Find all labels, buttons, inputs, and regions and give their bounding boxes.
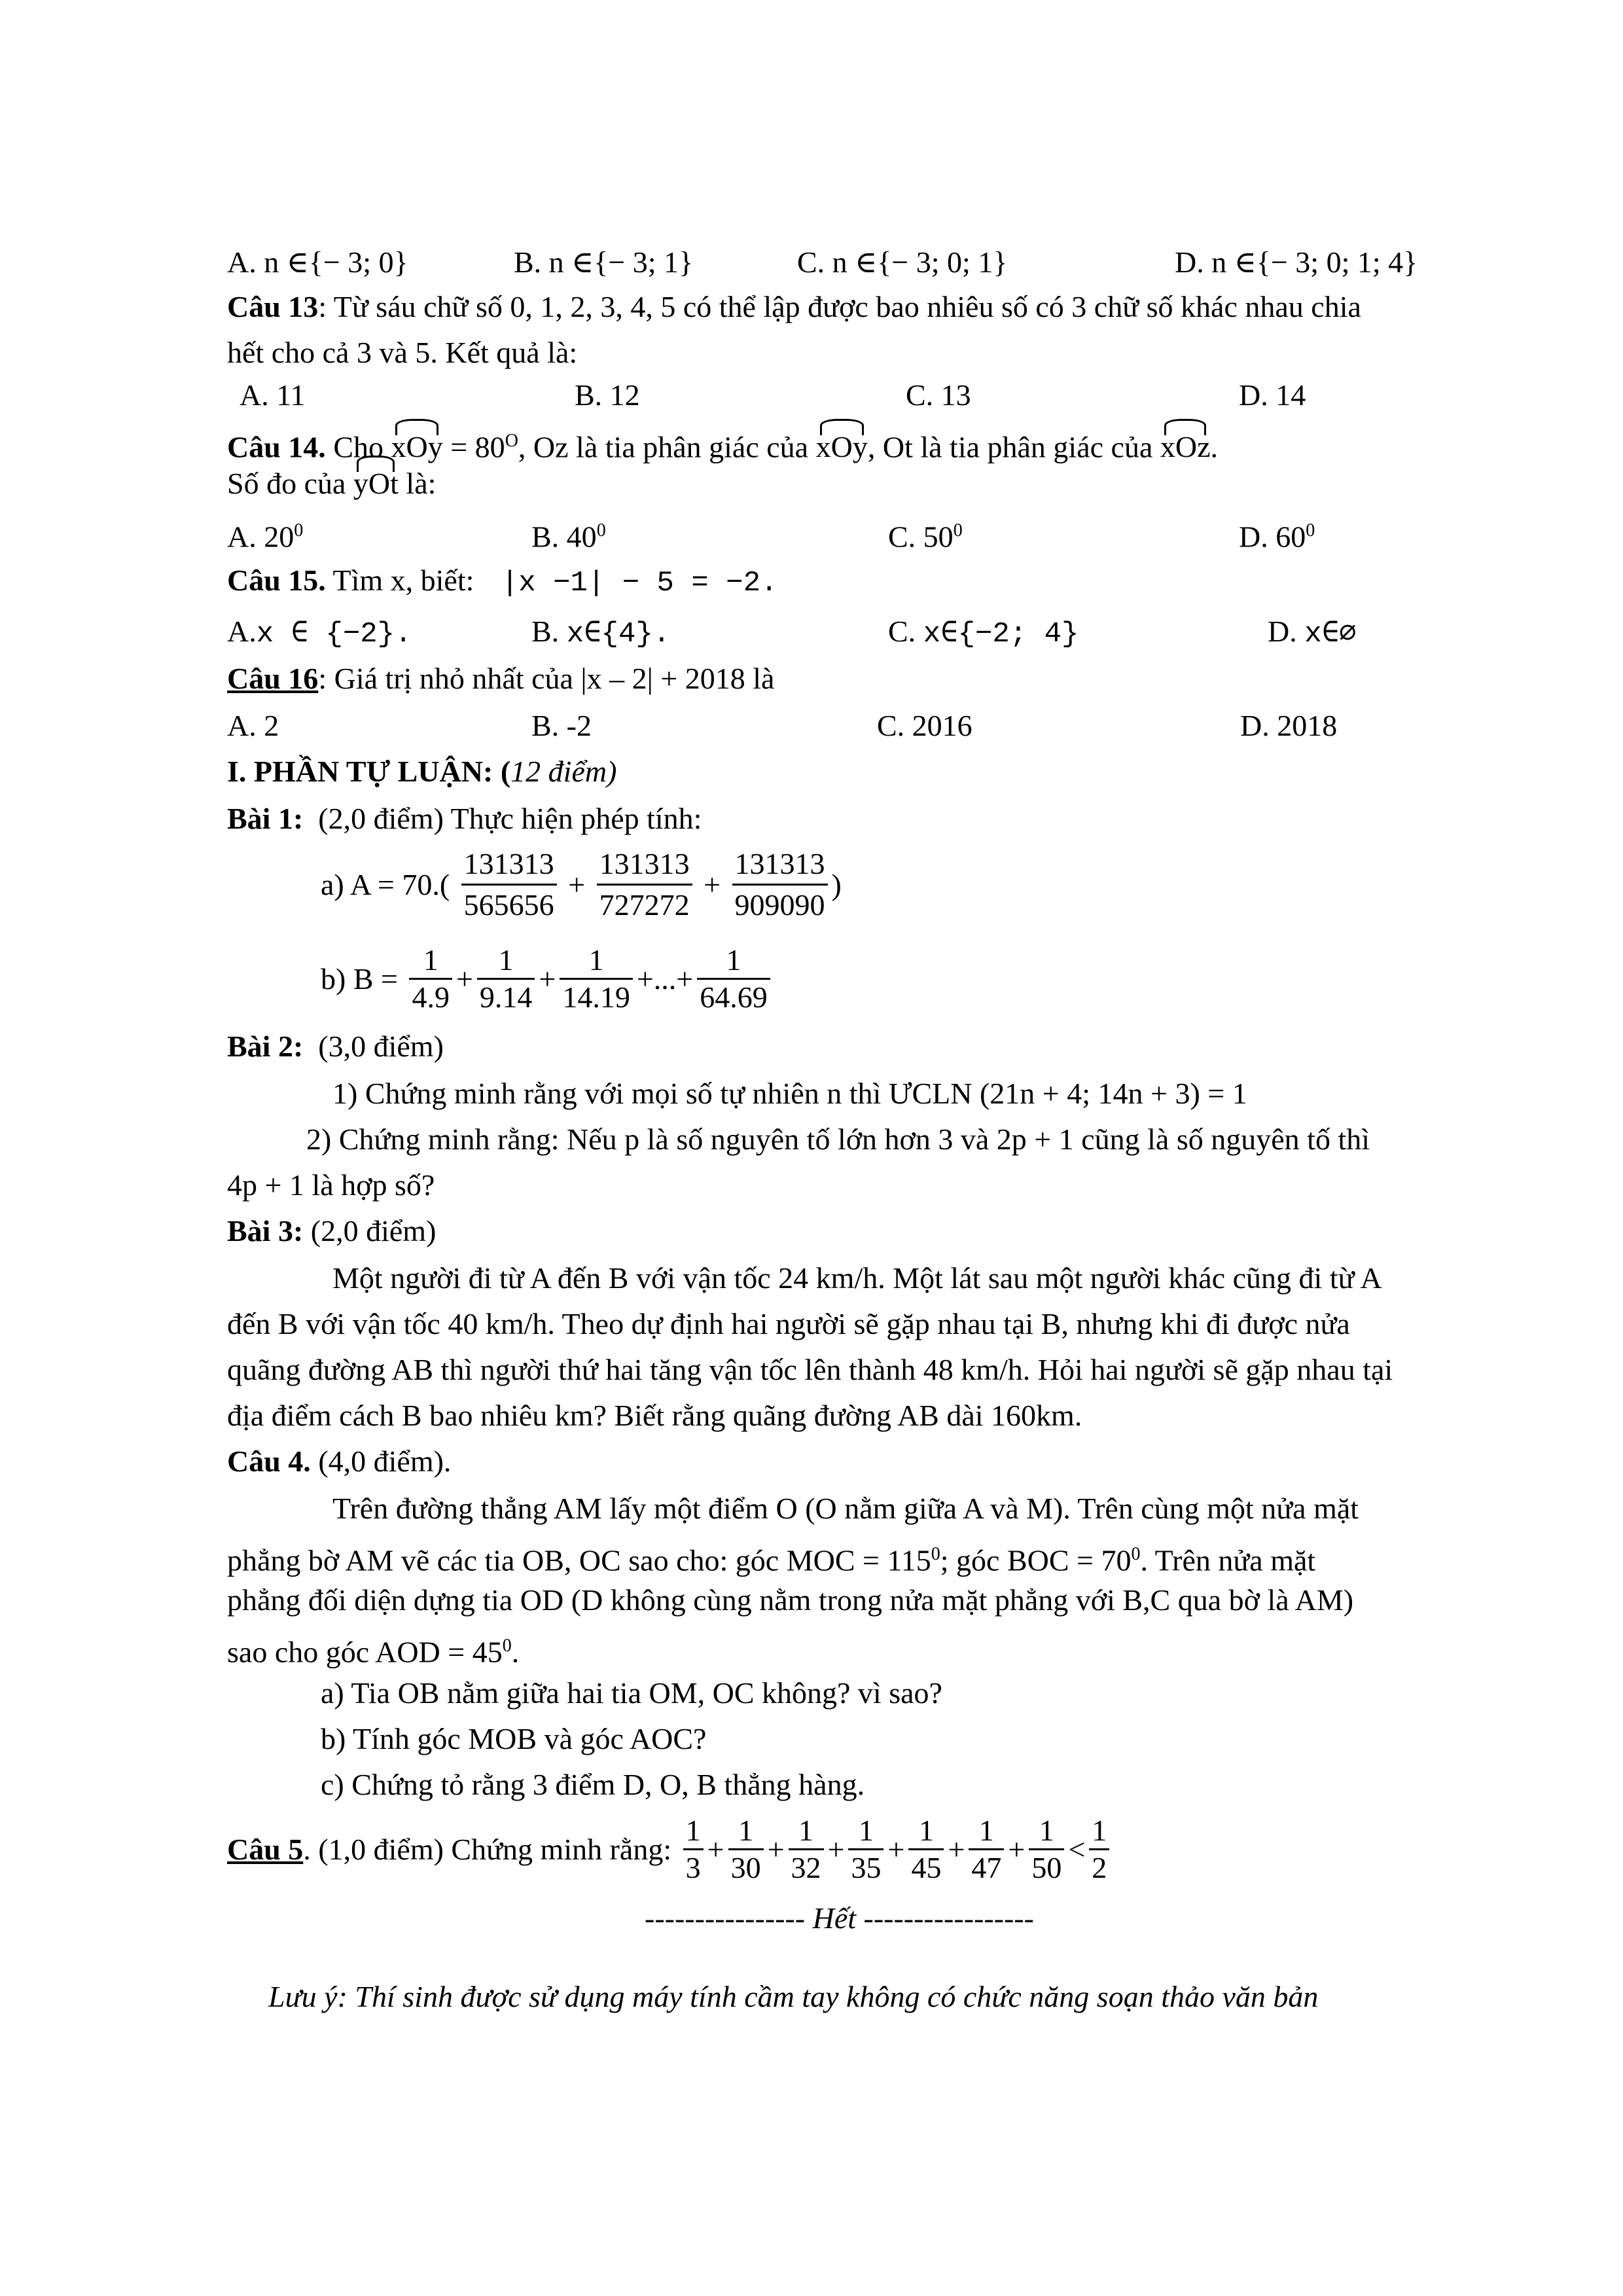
bai1-b-plus-2: +	[539, 962, 556, 996]
cau5-frac-7	[1029, 1813, 1064, 1886]
q14-option-b-deg: 0	[596, 520, 606, 541]
footer-note: Lưu ý: Thí sinh được sử dụng máy tính cầm tay không có chức năng soạn thảo văn bản	[268, 1980, 1319, 2013]
cau5-frac-3-num: 1	[789, 1813, 824, 1850]
q14-option-d-text: D. 60	[1239, 520, 1306, 554]
q15-option-d-value: x∈∅	[1304, 618, 1357, 651]
q14-line-2	[227, 465, 436, 503]
cau4-deg-3: 0	[502, 1636, 512, 1656]
q14-option-b-text: B. 40	[531, 520, 597, 554]
q15-option-a-value: x ∈ {−2}.	[256, 618, 412, 651]
bai2-heading	[227, 1028, 444, 1066]
q15-label: Câu 15.	[227, 564, 326, 597]
q15-option-b-value: x∈{4}.	[566, 618, 671, 651]
q14-option-c	[888, 512, 963, 556]
q14-angle-yot: yOt	[353, 465, 399, 503]
bai2-line-3: 4p + 1 là hợp số?	[227, 1168, 435, 1202]
cau4-deg-1: 0	[931, 1544, 940, 1564]
bai1-b-frac-3	[560, 942, 633, 1015]
cau5-plus-4: +	[887, 1833, 905, 1866]
part-2-points: 12 điểm)	[510, 755, 617, 788]
bai1-b-frac-3-num: 1	[560, 942, 633, 980]
cau5-label: Câu 5	[227, 1833, 304, 1866]
cau5-frac-7-den: 50	[1031, 1851, 1062, 1884]
q12-option-c: C. n ∈{− 3; 0; 1}	[797, 245, 1008, 279]
q12-option-d: D. n ∈{− 3; 0; 1; 4}	[1175, 245, 1418, 279]
cau4-text: (4,0 điểm).	[318, 1444, 452, 1478]
q13-label: Câu 13	[227, 290, 319, 323]
part-2-open-paren: (	[500, 755, 511, 788]
cau5-frac-7-num: 1	[1029, 1813, 1064, 1850]
q14-degree-sup: O	[505, 431, 518, 451]
bai3-text: (2,0 điểm)	[310, 1214, 437, 1247]
q14-line2-b: là:	[406, 467, 437, 500]
cau5-frac-1	[683, 1813, 704, 1886]
q14-option-c-deg: 0	[953, 520, 963, 541]
q14-option-a	[227, 512, 303, 556]
q13-option-c: C. 13	[906, 378, 971, 412]
q15-option-a	[227, 613, 412, 653]
cau4-heading	[227, 1443, 451, 1480]
q16-text: : Giá trị nhỏ nhất của |x – 2| + 2018 là	[318, 662, 775, 695]
cau5-frac-1-num: 1	[683, 1813, 704, 1850]
cau4-line4-a: sao cho góc AOD = 45	[227, 1635, 503, 1669]
q14-option-a-deg: 0	[294, 520, 304, 541]
cau4-deg-2: 0	[1131, 1544, 1141, 1564]
q15-option-b-label: B.	[531, 615, 560, 648]
q14-angle-xoz: xOz	[1160, 428, 1211, 466]
cau5-frac-6-den: 47	[971, 1851, 1002, 1884]
bai3-line-1: Một người đi từ A đến B với vận tốc 24 km/h. Một lát sau một người khác cũng đi từ A	[332, 1261, 1382, 1295]
cau5-frac-2-num: 1	[728, 1813, 764, 1850]
bai1-b-dots: +...+	[636, 962, 694, 996]
cau4-line2-c: . Trên nửa mặt	[1140, 1543, 1316, 1577]
q15-option-c-label: C.	[888, 615, 916, 648]
cau4-line-3: phẳng đối diện dựng tia OD (D không cùng nằm trong nửa mặt phẳng với B,C qua bờ là AM)	[227, 1583, 1354, 1617]
q14-option-d-deg: 0	[1306, 520, 1315, 541]
cau5-frac-4	[848, 1813, 883, 1886]
cau5-frac-3	[789, 1813, 824, 1886]
cau5-frac-2	[728, 1813, 764, 1886]
q16-option-b: B. -2	[531, 709, 592, 742]
bai1-a-frac-2-num: 131313	[597, 844, 692, 886]
cau5-less-than: <	[1068, 1833, 1086, 1866]
cau4-label: Câu 4.	[227, 1444, 311, 1478]
bai3-line-3: quãng đường AB thì người thứ hai tăng vận tốc lên thành 48 km/h. Hỏi hai người sẽ gặp nhau tại	[227, 1353, 1393, 1386]
cau5-text: . (1,0 điểm) Chứng minh rằng:	[303, 1833, 672, 1866]
q14-text-4: , Ot là tia phân giác của	[867, 430, 1153, 464]
bai1-b-frac-1-num: 1	[409, 942, 452, 980]
cau5-line	[227, 1813, 1113, 1886]
bai3-line-2: đến B với vận tốc 40 km/h. Theo dự định hai người sẽ gặp nhau tại B, nhưng khi đi được nửa	[227, 1307, 1350, 1340]
q15-expression: |x −1| − 5 = −2.	[501, 567, 778, 600]
cau5-plus-2: +	[767, 1833, 785, 1866]
cau5-frac-2-den: 30	[730, 1851, 761, 1884]
cau5-frac-6-num: 1	[969, 1813, 1004, 1850]
cau5-rhs-frac	[1089, 1813, 1109, 1886]
cau5-rhs-num: 1	[1089, 1813, 1109, 1850]
bai1-b-frac-2	[477, 942, 535, 1015]
bai1-a-close: )	[831, 868, 842, 901]
q14-text-2: = 80	[450, 430, 505, 464]
q13-option-b: B. 12	[575, 378, 640, 412]
cau5-plus-6: +	[1008, 1833, 1026, 1866]
cau4-line-1: Trên đường thẳng AM lấy một điểm O (O nằm giữa A và M). Trên cùng một nửa mặt	[332, 1492, 1359, 1525]
q12-option-b: B. n ∈{− 3; 1}	[514, 245, 694, 279]
cau5-frac-1-den: 3	[685, 1851, 701, 1884]
cau5-frac-4-den: 35	[851, 1851, 882, 1884]
bai1-b-frac-1	[409, 942, 452, 1015]
cau5-frac-6	[969, 1813, 1004, 1886]
q15-option-b	[531, 613, 670, 653]
bai1-a-expression	[321, 844, 842, 925]
q15-option-d-label: D.	[1268, 615, 1297, 648]
bai1-heading	[227, 800, 702, 838]
cau4-line-4	[227, 1627, 519, 1671]
bai2-label: Bài 2:	[227, 1030, 304, 1063]
q14-option-b	[531, 512, 606, 556]
q14-angle-xoy: xOy	[391, 428, 443, 466]
bai1-b-prefix: b) B =	[321, 962, 398, 996]
cau4-part-c: c) Chứng tỏ rằng 3 điểm D, O, B thẳng hàng.	[321, 1768, 865, 1801]
q15-option-d	[1268, 613, 1357, 653]
cau5-frac-4-num: 1	[848, 1813, 883, 1850]
cau4-part-b: b) Tính góc MOB và góc AOC?	[321, 1722, 707, 1755]
cau4-part-a: a) Tia OB nằm giữa hai tia OM, OC không? vì sao?	[321, 1676, 942, 1710]
q13-text-1: : Từ sáu chữ số 0, 1, 2, 3, 4, 5 có thể lập được bao nhiêu số có 3 chữ số khác nhau chia	[318, 290, 1361, 323]
bai1-label: Bài 1:	[227, 802, 304, 835]
bai1-b-frac-1-den: 4.9	[412, 980, 450, 1014]
q15-option-a-label: A.	[227, 615, 257, 648]
q13-option-d: D. 14	[1239, 378, 1306, 412]
cau5-plus-5: +	[948, 1833, 965, 1866]
q14-label: Câu 14.	[227, 430, 326, 464]
bai3-label: Bài 3:	[227, 1214, 304, 1247]
bai1-b-frac-last-den: 64.69	[700, 980, 768, 1014]
q16-option-a: A. 2	[227, 709, 279, 742]
bai1-b-frac-2-den: 9.14	[479, 980, 533, 1014]
part-2-heading	[227, 753, 616, 791]
q14-text-5: .	[1210, 430, 1219, 464]
q15-option-c-value: x∈{−2; 4}	[923, 618, 1079, 651]
cau4-line2-b: ; góc BOC = 70	[940, 1543, 1132, 1577]
cau5-frac-5	[908, 1813, 944, 1886]
q16-option-c: C. 2016	[877, 709, 972, 742]
bai3-heading	[227, 1212, 436, 1250]
part-2-title: I. PHẦN TỰ LUẬN:	[227, 755, 493, 788]
bai1-a-prefix: a) A = 70.(	[321, 868, 450, 901]
q14-option-a-text: A. 20	[227, 520, 294, 554]
cau5-plus-1: +	[707, 1833, 724, 1866]
bai1-a-frac-1-num: 131313	[461, 844, 557, 886]
cau5-frac-5-den: 45	[911, 1851, 942, 1884]
q16-option-d: D. 2018	[1240, 709, 1338, 742]
bai2-text: (3,0 điểm)	[318, 1030, 444, 1063]
end-line: ---------------- Hết -----------------	[645, 1901, 1034, 1935]
q14-angle-xoy-2: xOy	[816, 428, 868, 466]
bai3-line-4: địa điểm cách B bao nhiêu km? Biết rằng quãng đường AB dài 160km.	[227, 1399, 1082, 1432]
q16-label: Câu 16	[227, 662, 319, 695]
bai1-a-frac-1	[461, 844, 557, 925]
bai1-b-frac-3-den: 14.19	[562, 980, 630, 1014]
bai1-b-frac-last-num: 1	[697, 942, 770, 980]
bai1-b-expression	[321, 942, 774, 1015]
q15-option-c	[888, 613, 1079, 653]
bai1-a-frac-3-num: 131313	[732, 844, 828, 886]
q13-option-a: A. 11	[240, 378, 306, 412]
q15-line	[227, 562, 777, 602]
q13-line-1	[227, 288, 1361, 326]
bai1-a-frac-2-den: 727272	[599, 888, 690, 922]
q14-text-1: Cho	[333, 430, 383, 464]
q15-text: Tìm x, biết:	[332, 564, 474, 597]
bai2-line-1: 1) Chứng minh rằng với mọi số tự nhiên n thì ƯCLN (21n + 4; 14n + 3) = 1	[332, 1077, 1247, 1110]
bai1-a-plus-1: +	[568, 868, 586, 901]
cau5-rhs-den: 2	[1092, 1851, 1107, 1884]
cau4-line2-a: phẳng bờ AM vẽ các tia OB, OC sao cho: góc MOC = 115	[227, 1543, 931, 1577]
q14-option-c-text: C. 50	[888, 520, 954, 554]
bai2-line-2: 2) Chứng minh rằng: Nếu p là số nguyên tố lớn hơn 3 và 2p + 1 cũng là số nguyên tố thì	[306, 1122, 1370, 1156]
cau5-plus-3: +	[827, 1833, 845, 1866]
cau5-heading	[227, 1833, 671, 1866]
cau5-frac-5-num: 1	[908, 1813, 944, 1850]
cau5-frac-3-den: 32	[791, 1851, 821, 1884]
bai1-a-frac-2	[597, 844, 692, 925]
bai1-a-frac-3	[732, 844, 828, 925]
q14-option-d	[1239, 512, 1315, 556]
q14-line2-a: Số đo của	[227, 467, 346, 500]
bai1-a-frac-1-den: 565656	[463, 888, 554, 922]
bai1-text: (2,0 điểm) Thực hiện phép tính:	[318, 802, 702, 835]
q12-option-a: A. n ∈{− 3; 0}	[227, 245, 408, 279]
q14-text-3: , Oz là tia phân giác của	[518, 430, 809, 464]
q13-line-2: hết cho cả 3 và 5. Kết quả là:	[227, 336, 578, 369]
bai1-b-plus-1: +	[455, 962, 473, 996]
bai1-b-frac-last	[697, 942, 770, 1015]
cau4-line4-b: .	[511, 1635, 520, 1669]
bai1-a-frac-3-den: 909090	[734, 888, 825, 922]
cau4-line-2	[227, 1535, 1315, 1579]
bai1-b-frac-2-num: 1	[477, 942, 535, 980]
bai1-a-plus-2: +	[704, 868, 721, 901]
q16-line	[227, 660, 774, 698]
